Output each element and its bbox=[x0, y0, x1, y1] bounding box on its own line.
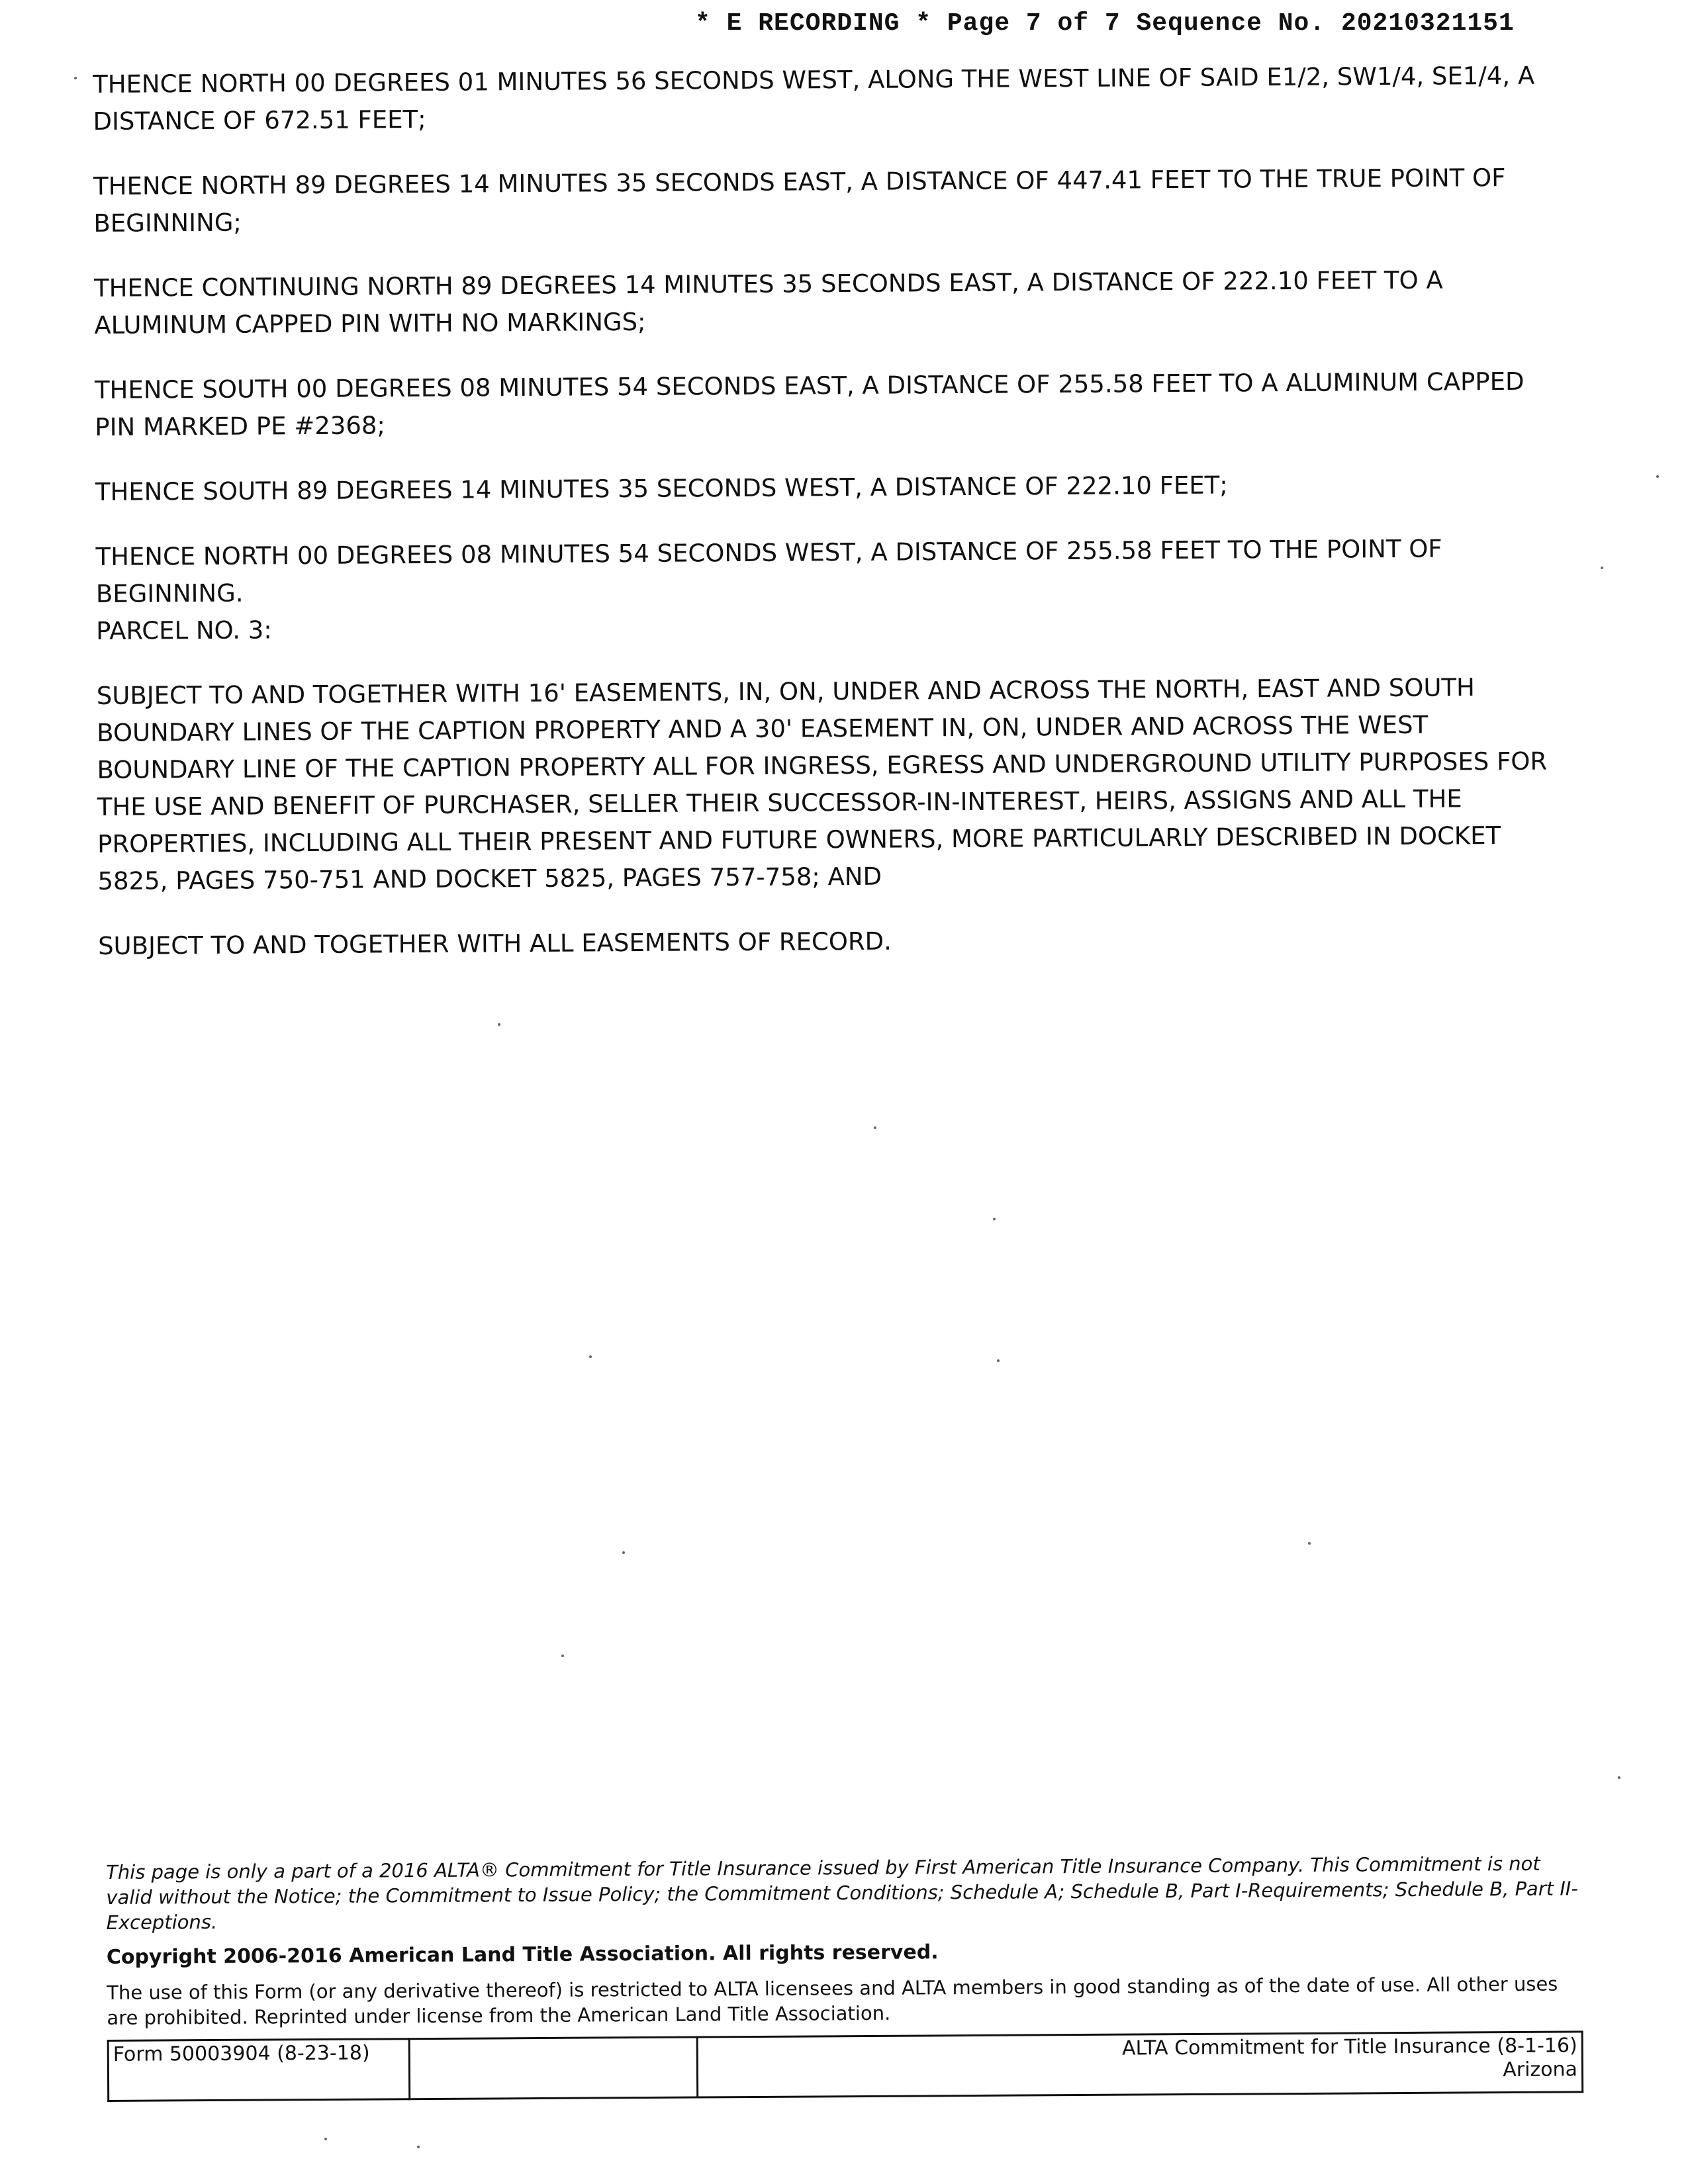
scan-speck bbox=[498, 1023, 500, 1026]
commitment-notice: This page is only a part of a 2016 ALTA® Commitment for Title Insurance issued by First American Title Insurance Company. This Commitment is not valid without the Notice; the Commitment to Issue Policy; the Commitment Conditions; Schedule A; Schedule B, Part I-Requirements; Schedule B, Part II-Exceptions. bbox=[106, 1852, 1578, 1934]
form-blank-cell bbox=[409, 2037, 698, 2099]
form-state: Arizona bbox=[1503, 2058, 1578, 2082]
form-title: ALTA Commitment for Title Insurance (8-1-16) bbox=[1121, 2034, 1577, 2060]
page-footer bbox=[106, 1850, 1583, 2102]
copyright-line: Copyright 2006-2016 American Land Title Association. All rights reserved. bbox=[106, 1940, 939, 1969]
easements-of-record: SUBJECT TO AND TOGETHER WITH ALL EASEMENTS OF RECORD. bbox=[97, 927, 892, 960]
parcel-heading: PARCEL NO. 3: bbox=[96, 615, 272, 645]
scan-speck bbox=[589, 1355, 592, 1358]
paragraph-2: THENCE NORTH 89 DEGREES 14 MINUTES 35 SECONDS EAST, A DISTANCE OF 447.41 FEET TO THE TRUE POINT OF BEGINNING; bbox=[93, 163, 1506, 238]
scan-speck bbox=[74, 77, 77, 79]
paragraph-1: THENCE NORTH 00 DEGREES 01 MINUTES 56 SECONDS WEST, ALONG THE WEST LINE OF SAID E1/2, SW1/4, SE1/4, A DISTANCE OF 672.51 FEET; bbox=[93, 61, 1535, 136]
paragraph-3: THENCE CONTINUING NORTH 89 DEGREES 14 MINUTES 35 SECONDS EAST, A DISTANCE OF 222.10 FEET TO A ALUMINUM CAPPED PIN WITH NO MARKINGS; bbox=[93, 265, 1443, 340]
scan-speck bbox=[417, 2146, 420, 2148]
form-number: Form 50003904 (8-23-18) bbox=[108, 2039, 410, 2101]
legal-description bbox=[93, 57, 1575, 993]
scan-speck bbox=[1656, 475, 1659, 478]
recording-header: * E RECORDING * Page 7 of 7 Sequence No. 20210321151 bbox=[695, 9, 1515, 38]
paragraph-5: THENCE SOUTH 89 DEGREES 14 MINUTES 35 SECONDS WEST, A DISTANCE OF 222.10 FEET; bbox=[95, 471, 1228, 506]
scan-speck bbox=[1601, 567, 1603, 569]
scan-speck bbox=[993, 1218, 996, 1220]
paragraph-4: THENCE SOUTH 00 DEGREES 08 MINUTES 54 SECONDS EAST, A DISTANCE OF 255.58 FEET TO A ALUMINUM CAPPED PIN MARKED PE #2368; bbox=[94, 367, 1524, 441]
form-info-table bbox=[107, 2030, 1584, 2102]
scan-speck bbox=[997, 1359, 1000, 1362]
scan-speck bbox=[1618, 1776, 1620, 1779]
form-title-cell bbox=[697, 2032, 1583, 2097]
scan-speck bbox=[324, 2138, 327, 2140]
scan-speck bbox=[874, 1126, 876, 1129]
scan-speck bbox=[1308, 1542, 1311, 1545]
usage-notice: The use of this Form (or any derivative thereof) is restricted to ALTA licensees and ALTA members in good standing as of the date of use. All other uses are prohibited. Reprinted under license from the American Land Title Association. bbox=[107, 1972, 1558, 2029]
easement-paragraph: SUBJECT TO AND TOGETHER WITH 16' EASEMENTS, IN, ON, UNDER AND ACROSS THE NORTH, EAST AND SOUTH BOUNDARY LINES OF THE CAPTION PROPERTY AND A 30' EASEMENT IN, ON, UNDER AND ACROSS THE WEST BOUNDARY LINE OF THE CAPTION PROPERTY ALL FOR INGRESS, EGRESS AND UNDERGROUND UTILITY PURPOSES FOR THE USE AND BENEFIT OF PURCHASER, SELLER THEIR SUCCESSOR-IN-INTEREST, HEIRS, ASSIGNS AND ALL THE PROPERTIES, INCLUDING ALL THEIR PRESENT AND FUTURE OWNERS, MORE PARTICULARLY DESCRIBED IN DOCKET 5825, PAGES 750-751 AND DOCKET 5825, PAGES 757-758; AND bbox=[96, 673, 1548, 895]
scan-speck bbox=[622, 1551, 625, 1554]
paragraph-6: THENCE NORTH 00 DEGREES 08 MINUTES 54 SECONDS WEST, A DISTANCE OF 255.58 FEET TO THE POINT OF BEGINNING. bbox=[95, 534, 1442, 608]
scan-speck bbox=[561, 1655, 564, 1657]
